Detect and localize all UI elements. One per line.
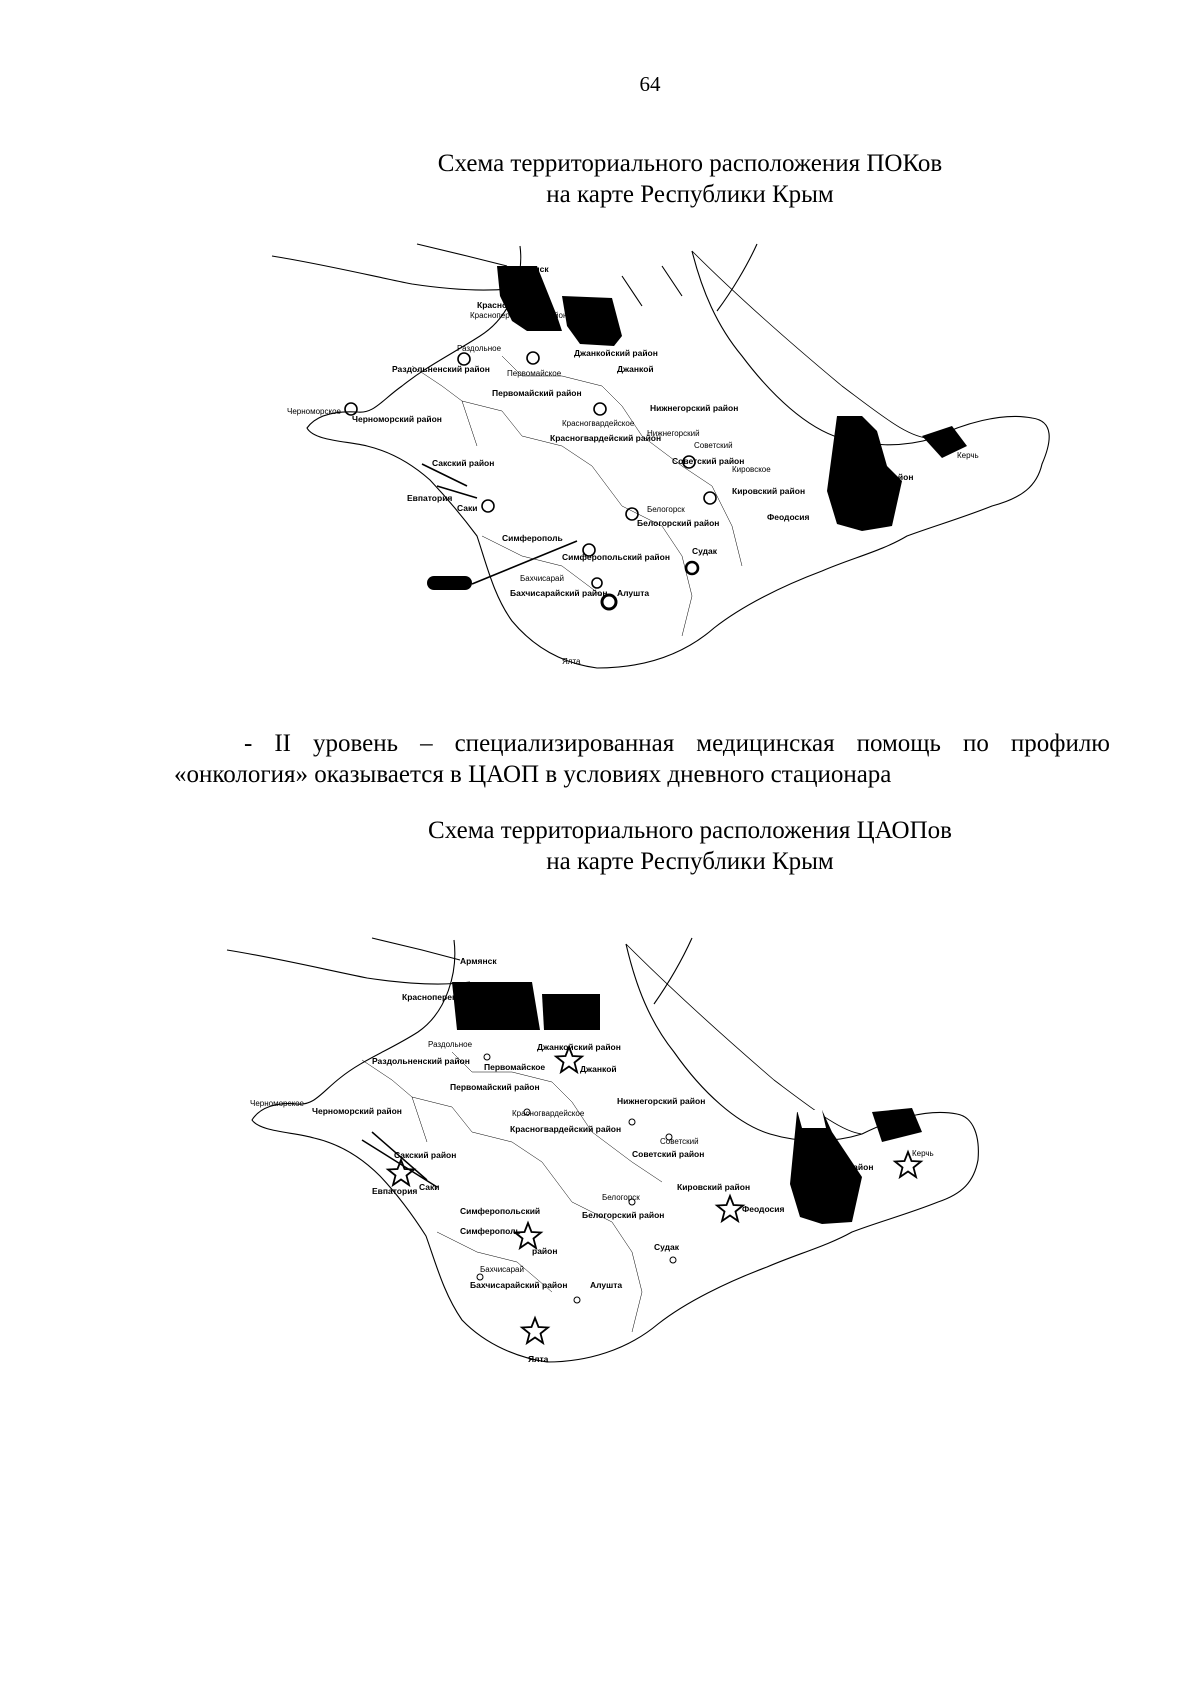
map-label: Черноморский район <box>352 414 442 424</box>
map-label: Саки <box>457 503 478 513</box>
map-label: Черноморский район <box>312 1106 402 1116</box>
map-label: Раздольненский район <box>392 364 490 374</box>
map2-title <box>0 815 1200 877</box>
map-label: Керчь <box>957 451 979 460</box>
map1-crimea-poc <box>262 236 1062 686</box>
map-label: Первомайский район <box>450 1082 540 1092</box>
map-label: Ялта <box>562 657 581 666</box>
map-label: Красногвардейское <box>512 1109 585 1118</box>
map-label: Белогорский район <box>637 518 720 528</box>
map-label: Советский район <box>672 456 745 466</box>
map-label: Бахчисарайский район <box>510 588 608 598</box>
map-label: Симферопольский <box>460 1206 541 1216</box>
map-label: Раздольное <box>428 1040 473 1049</box>
map-label: Сакский район <box>394 1150 457 1160</box>
map-label: Красноперекопск <box>402 992 476 1002</box>
map-label: Армянск <box>460 956 497 966</box>
paragraph-line1: - II уровень – специализированная медицинская помощь по профилю <box>244 730 1110 757</box>
map-label: Раздольное <box>457 344 502 353</box>
map-label: Алушта <box>590 1280 623 1290</box>
map-label: Судак <box>692 546 718 556</box>
map-label: Советский район <box>632 1149 705 1159</box>
map-label: Ленинский район <box>800 1162 874 1172</box>
map-label: Белогорск <box>602 1193 640 1202</box>
oncology-level-paragraph <box>174 728 1110 790</box>
map-label: Белогорский район <box>582 1210 665 1220</box>
star-icon <box>717 1196 743 1221</box>
map1-title-line1: Схема территориального расположения ПОКов <box>437 150 943 177</box>
map1-link-lines <box>422 464 577 584</box>
map-label: Кировский район <box>677 1182 751 1192</box>
page-number: 64 <box>639 72 661 96</box>
map-label: Симферополь <box>502 533 563 543</box>
map-label: Первомайское <box>484 1062 546 1072</box>
map-label: Саки <box>419 1182 440 1192</box>
map-label: Красногвардейский район <box>510 1124 622 1134</box>
map-label: район <box>532 1246 558 1256</box>
map2-title-line1: Схема территориального расположения ЦАОПов <box>428 817 952 844</box>
map-label: Черноморское <box>287 407 341 416</box>
paragraph-line2: «онкология» оказывается в ЦАОП в условиях дневного стационара <box>174 761 892 788</box>
map-label: Джанкой <box>580 1064 617 1074</box>
map-label: Красноперекопск <box>477 300 551 310</box>
map-label: Первомайское <box>507 369 562 378</box>
map-label: Первомайский район <box>492 388 582 398</box>
map-label: Кировское <box>732 465 771 474</box>
map-label: Ленинский район <box>840 472 914 482</box>
map1-title-line2: на карте Республики Крым <box>546 181 834 208</box>
map-label: Сакский район <box>432 458 495 468</box>
map2-crimea-caop <box>222 932 982 1372</box>
map-label: Джанкойский район <box>574 348 658 358</box>
map-label: Бахчисарай <box>480 1265 524 1274</box>
map-label: Евпатория <box>407 493 453 503</box>
map-label: Джанкойский район <box>537 1042 621 1052</box>
map-label: Нижнегорский район <box>617 1096 706 1106</box>
map-label: Джанкой <box>617 364 654 374</box>
map-label: Феодосия <box>767 512 810 522</box>
map-label: Белогорск <box>647 505 685 514</box>
map-label: Феодосия <box>742 1204 785 1214</box>
map-label: Красногвардейский район <box>550 433 662 443</box>
map-label: Бахчисарай <box>520 574 564 583</box>
map-label: Кировский район <box>732 486 806 496</box>
map2-title-line2: на карте Республики Крым <box>546 848 834 875</box>
map1-title <box>0 148 1200 210</box>
map-label: Ленино <box>800 1147 828 1156</box>
map-label: Бахчисарайский район <box>470 1280 568 1290</box>
map-label: Ленино <box>842 451 870 460</box>
map-label: Армянск <box>512 264 549 274</box>
map-label: Евпатория <box>372 1186 418 1196</box>
map-label: Советский <box>694 441 733 450</box>
map-label: Ялта <box>528 1354 549 1364</box>
map-label: Керчь <box>912 1149 934 1158</box>
map-label: Судак <box>654 1242 680 1252</box>
map1-coastline <box>272 244 1049 668</box>
map-label: Нижнегорский <box>647 429 700 438</box>
map-label: Красногвардейское <box>562 419 635 428</box>
map-label: Черноморское <box>250 1099 304 1108</box>
map-label: Нижнегорский район <box>650 403 739 413</box>
map-label: Красноперекопский район <box>470 311 568 320</box>
map-label: Симферопольский район <box>562 552 670 562</box>
map-label: Алушта <box>617 588 650 598</box>
map2-coastline <box>227 938 978 1362</box>
map-label: Симферополь <box>460 1226 521 1236</box>
map-label: Советский <box>660 1137 699 1146</box>
star-icon <box>522 1318 548 1343</box>
map-label: Раздольненский район <box>372 1056 470 1066</box>
